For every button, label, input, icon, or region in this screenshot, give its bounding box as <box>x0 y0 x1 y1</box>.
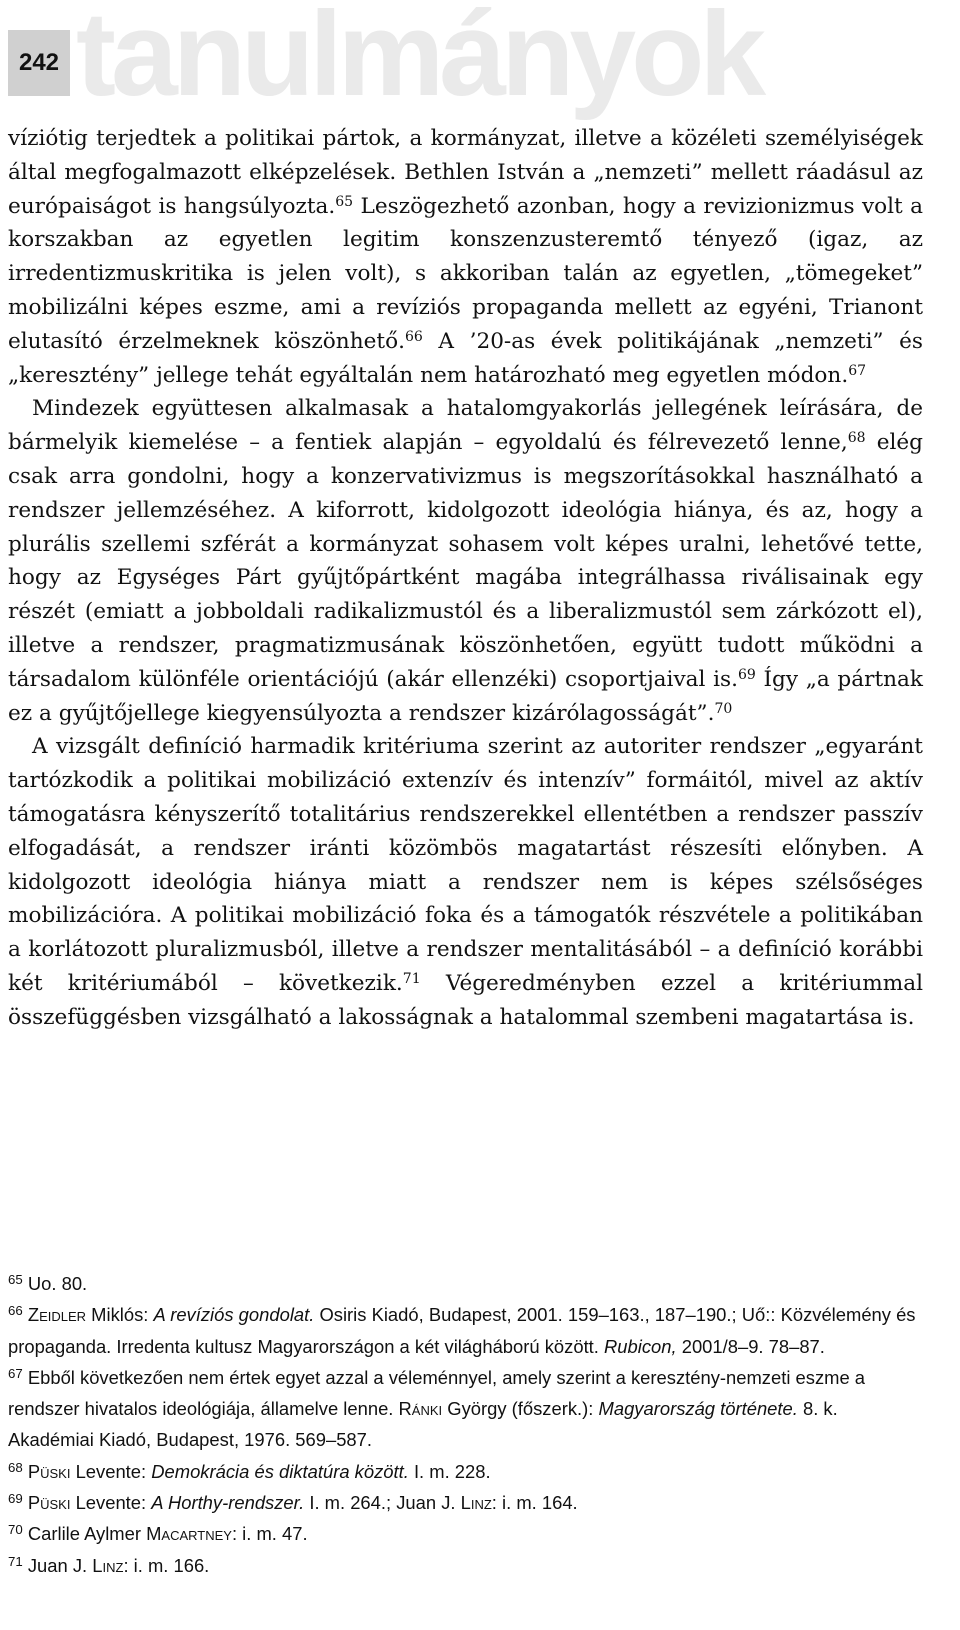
author-name: Zeidler <box>27 1304 87 1326</box>
footnote-text: Miklós: <box>86 1304 154 1326</box>
work-title: Demokrácia és diktatúra között. <box>151 1460 409 1482</box>
footnote-66 <box>8 1299 920 1362</box>
text-run: A ’20-as évek politikájának „nemzeti” és „keresztény” jellege tehát egyáltalán nem határozható meg egyetlen módon. <box>8 328 923 388</box>
footnote-ref: 67 <box>848 362 867 379</box>
footnote-71 <box>8 1550 920 1581</box>
footnote-ref: 65 <box>335 193 354 210</box>
author-name: Püski <box>27 1460 71 1482</box>
footnote-67 <box>8 1362 920 1456</box>
footnote-text: I. m. 264.; Juan J. <box>304 1492 461 1514</box>
text-run: Végeredményben ezzel a kritériummal összefüggésben vizsgálható a lakosságnak a hatalommal szembeni magatartása is. <box>8 970 923 1030</box>
work-title: Rubicon, <box>604 1335 677 1357</box>
footnote-text: Juan J. <box>27 1554 93 1576</box>
footnote-text: : i. m. 166. <box>123 1554 210 1576</box>
author-name: Ránki <box>398 1398 443 1420</box>
footnote-ref: 66 <box>404 328 423 345</box>
page-number: 242 <box>8 30 70 96</box>
footnote-text: Osiris Kiadó, Budapest, 2001. 159–163., 187–190.; Uő:: Közvélemény és propaganda. Irredenta kultusz Magyarországon a két világháború között. <box>8 1304 916 1357</box>
footnote-ref: 69 <box>737 666 756 683</box>
text-run: víziótig terjedtek a politikai pártok, a kormányzat, illetve a közéleti személyiségek által megfogalmazott elképzelések. Bethlen István a „nemzeti” mellett ráadásul az európaiságot is hangsúlyozta. <box>8 126 923 219</box>
footnotes <box>8 1268 920 1581</box>
author-name: Püski <box>27 1492 71 1514</box>
text-run: elég csak arra gondolni, hogy a konzervativizmus is megszorításokkal használható a rendszer jellemzéséhez. A kiforrott, kidolgozott ideológia hiánya, és az, hogy a plurális szellemi szférát a kormányzat sohasem volt képes uralni, lehetővé tette, hogy az Egységes Párt gyűjtőpártként magába integrálhassa riválisainak egy részét (emiatt a jobboldali radikalizmustól és a liberalizmustól sem zárkózott el), illetve a rendszer, pragmatizmusának köszönhetően, együtt tudott működni a társadalom különféle orientációjú (akár ellenzéki) csoportjaival is. <box>8 430 923 692</box>
footnote-text: 2001/8–9. 78–87. <box>676 1335 825 1357</box>
section-title: tanulmányok <box>76 0 762 121</box>
footnote-number: 71 <box>8 1553 23 1569</box>
work-title: A Horthy-rendszer. <box>151 1492 305 1514</box>
footnote-number: 65 <box>8 1272 23 1288</box>
footnote-text: Ebből következően nem értek egyet azzal a véleménnyel, amely szerint a keresztény-nemzeti eszme a rendszer hivatalos ideológiája, államelve lenne. <box>8 1366 866 1420</box>
page-header <box>0 0 960 120</box>
work-title: Magyarország története. <box>598 1398 798 1420</box>
footnote-69 <box>8 1487 920 1518</box>
footnote-68 <box>8 1456 920 1487</box>
footnote-ref: 70 <box>714 700 733 717</box>
work-title: A revíziós gondolat. <box>153 1304 315 1326</box>
footnote-text: I. m. 228. <box>408 1460 491 1482</box>
footnote-text: Levente: <box>70 1492 152 1514</box>
author-name: Linz <box>460 1492 492 1514</box>
footnote-number: 69 <box>8 1491 23 1507</box>
footnote-text: Levente: <box>70 1460 152 1482</box>
footnote-65 <box>8 1268 920 1299</box>
text-run: Így „a pártnak ez a gyűjtőjellege kiegyensúlyozta a rendszer kizárólagosságát”. <box>8 666 923 726</box>
footnote-number: 70 <box>8 1522 23 1538</box>
footnote-text: Uo. 80. <box>27 1273 88 1294</box>
paragraph <box>8 122 923 392</box>
footnote-text: : i. m. 164. <box>491 1492 578 1514</box>
author-name: Linz <box>92 1554 124 1576</box>
footnote-ref: 68 <box>847 430 866 447</box>
text-run: A vizsgált definíció harmadik kritériuma szerint az autoriter rendszer „egyaránt tartózkodik a politikai mobilizáció extenzív és intenzív” formáitól, mivel az aktív támogatásra kényszerítő totalitárius rendszerekkel ellentétben a rendszer passzív elfogadását, a rendszer iránti közömbös magatartást részesíti előnyben. A kidolgozott ideológia hiánya miatt a rendszer nem is képes szélsőséges mobilizációra. A politikai mobilizáció foka és a támogatók részvétele a politikában a korlátozott pluralizmusból, illetve a rendszer mentalitásából – a definíció korábbi két kritériumából – következik. <box>8 734 923 996</box>
footnote-ref: 71 <box>402 970 421 987</box>
article-body <box>8 122 923 1035</box>
text-run: Leszögezhető azonban, hogy a revizionizmus volt a korszakban az egyetlen legitim konszenzusteremtő tényező (igaz, az irredentizmuskritika is jelen volt), s akkoriban talán az egyetlen, „tömegeket” mobilizálni képes eszme, ami a revíziós propaganda mellett az egyéni, Trianont elutasító érzelmeknek köszönhető. <box>8 193 923 354</box>
footnote-number: 67 <box>8 1365 23 1381</box>
author-name: Macartney <box>146 1523 232 1545</box>
footnote-text: 8. k. Akadémiai Kiadó, Budapest, 1976. 569–587. <box>8 1398 838 1451</box>
footnote-70 <box>8 1518 920 1549</box>
footnote-text: György (főszerk.): <box>442 1398 599 1420</box>
paragraph <box>8 730 923 1034</box>
footnote-text: Carlile Aylmer <box>27 1523 147 1545</box>
footnote-text: : i. m. 47. <box>231 1523 308 1545</box>
footnote-number: 68 <box>8 1459 23 1475</box>
paragraph <box>8 392 923 730</box>
text-run: Mindezek együttesen alkalmasak a hatalomgyakorlás jellegének leírására, de bármelyik kiemelése – a fentiek alapján – egyoldalú és félrevezető lenne, <box>8 396 923 456</box>
footnote-number: 66 <box>8 1303 23 1319</box>
